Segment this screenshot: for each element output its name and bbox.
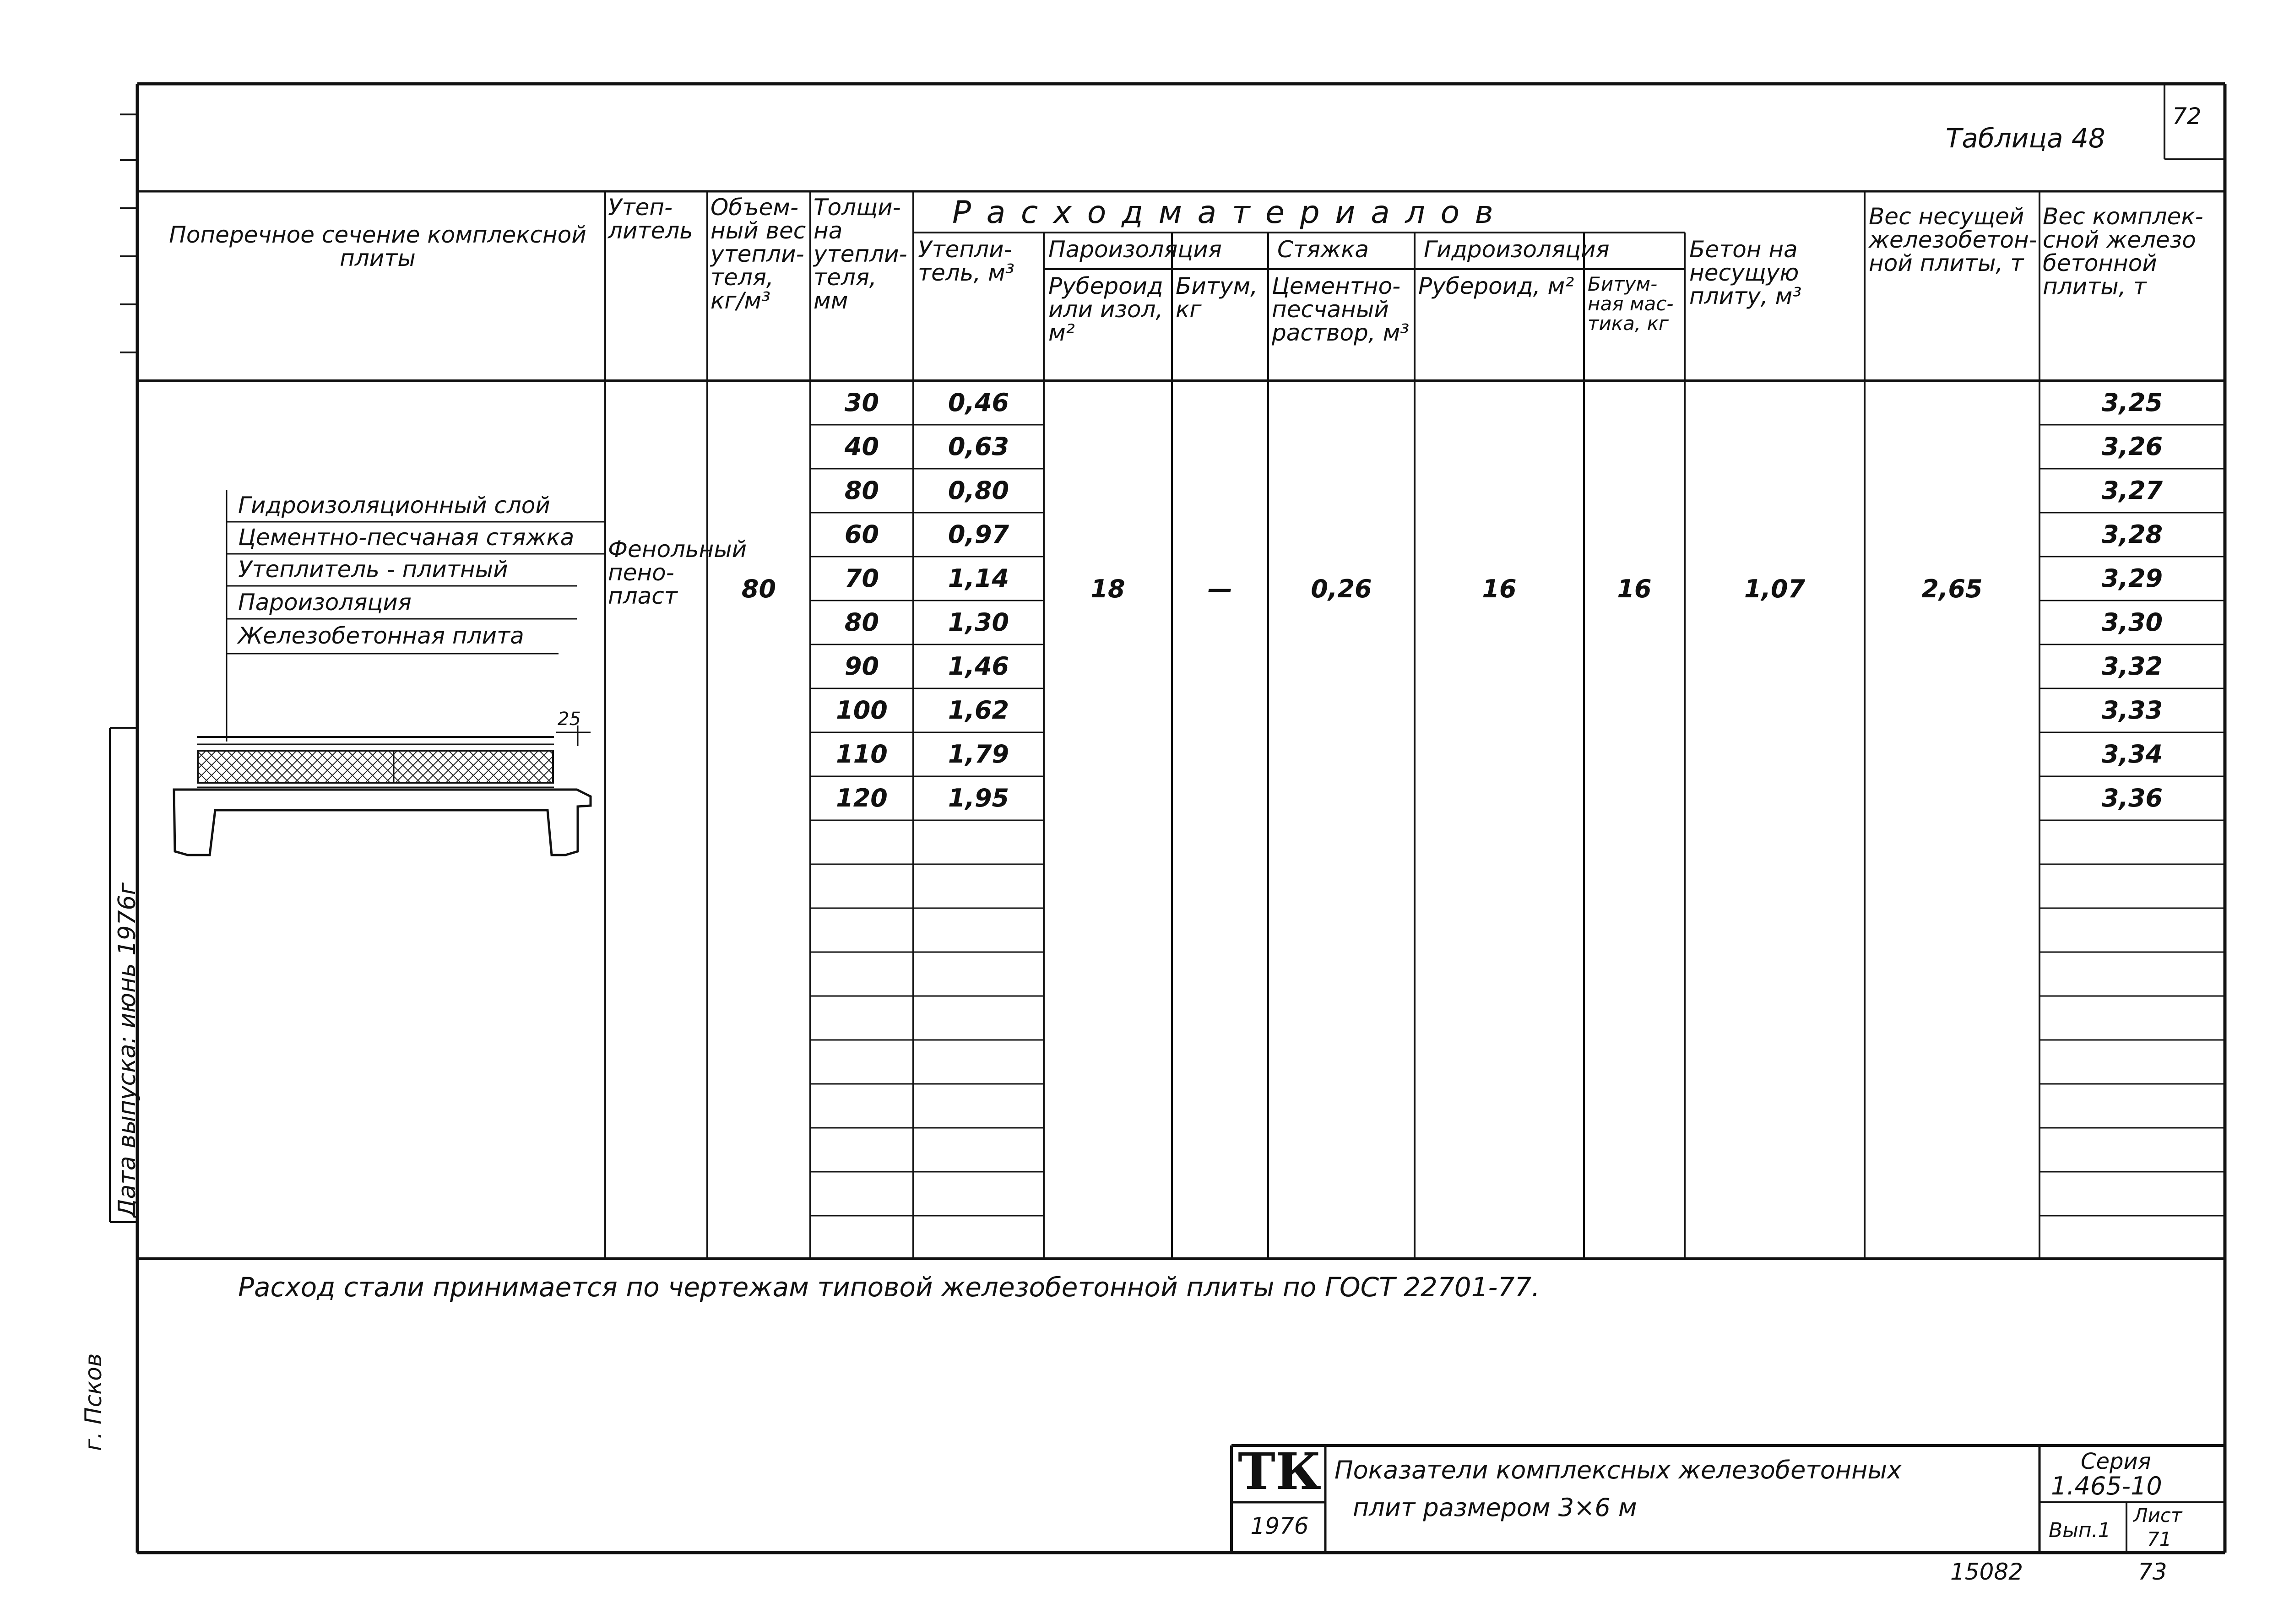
cell-insulation: Фенольный пено-пласт bbox=[608, 536, 747, 609]
cell-complex-weight: 3,27 bbox=[2101, 476, 2163, 505]
cell-hydro-mastic: 16 bbox=[1617, 574, 1652, 603]
layer-label: Пароизоляция bbox=[238, 589, 412, 616]
stamp-sheet-value: 71 bbox=[2147, 1528, 2172, 1550]
cell-insul-volume: 0,97 bbox=[948, 520, 1009, 549]
header-complex-weight: Вес комплек-сной железо бетонной плиты, т bbox=[2043, 203, 2203, 300]
cell-insul-volume: 0,63 bbox=[948, 432, 1009, 461]
layer-label: Утеплитель - плитный bbox=[238, 556, 508, 583]
cell-insul-volume: 1,79 bbox=[948, 740, 1009, 769]
cell-thickness: 80 bbox=[844, 476, 879, 505]
stamp-year: 1976 bbox=[1250, 1513, 1309, 1539]
cell-thickness: 90 bbox=[844, 652, 879, 681]
cell-thickness: 70 bbox=[844, 564, 879, 593]
cell-complex-weight: 3,30 bbox=[2101, 608, 2163, 637]
cell-insul-volume: 0,46 bbox=[948, 388, 1009, 417]
cell-complex-weight: 3,34 bbox=[2101, 740, 2163, 769]
cell-complex-weight: 3,32 bbox=[2101, 652, 2163, 681]
header-concrete: Бетон на несущую плиту, м³ bbox=[1689, 236, 1802, 309]
cell-insul-volume: 0,80 bbox=[948, 476, 1009, 505]
header-volume-weight: Объем-ный вес утепли-теля, кг/м³ bbox=[711, 194, 806, 314]
page-number: 72 bbox=[2172, 103, 2202, 130]
header-materials-group: Р а с х о д м а т е р и а л о в bbox=[952, 195, 1496, 231]
cell-thickness: 40 bbox=[844, 432, 879, 461]
cell-thickness: 100 bbox=[836, 696, 888, 725]
cell-insul-volume: 1,62 bbox=[948, 696, 1009, 725]
table-label: Таблица 48 bbox=[1946, 123, 2105, 154]
stamp-issue: Вып.1 bbox=[2049, 1519, 2111, 1542]
cell-insul-volume: 1,14 bbox=[948, 564, 1009, 593]
cell-insul-volume: 1,46 bbox=[948, 652, 1009, 681]
header-cross-section: Поперечное сечение комплексной плиты bbox=[169, 222, 586, 271]
header-vapor-bitumen: Битум, кг bbox=[1176, 273, 1258, 323]
bottom-page: 73 bbox=[2138, 1559, 2167, 1585]
stamp-sheet-label: Лист bbox=[2133, 1504, 2182, 1527]
header-hydro-ruberoid: Рубероид, м² bbox=[1418, 273, 1574, 299]
cell-thickness: 110 bbox=[836, 740, 888, 769]
header-screed-group: Стяжка bbox=[1277, 236, 1369, 263]
stamp-series-value: 1.465-10 bbox=[2051, 1472, 2162, 1500]
stamp-series-label: Серия bbox=[2081, 1449, 2151, 1474]
stamp-title-line2: плит размером 3×6 м bbox=[1353, 1493, 1637, 1522]
cell-vapor-bitumen: — bbox=[1208, 574, 1232, 603]
cell-bearing-weight: 2,65 bbox=[1921, 574, 1983, 603]
cross-section-drawing bbox=[174, 725, 591, 855]
layer-label: Гидроизоляционный слой bbox=[238, 492, 550, 519]
header-vapor-ruberoid: Рубероид или изол, м² bbox=[1048, 273, 1163, 346]
release-date-stamp: Дата выпуска: июнь 1976г bbox=[114, 882, 141, 1218]
cell-complex-weight: 3,33 bbox=[2101, 696, 2163, 725]
cell-complex-weight: 3,26 bbox=[2101, 432, 2163, 461]
cell-complex-weight: 3,25 bbox=[2101, 388, 2163, 417]
cell-thickness: 30 bbox=[844, 388, 879, 417]
header-bearing-weight: Вес несущей железобетон-ной плиты, т bbox=[1869, 203, 2037, 276]
cell-thickness: 60 bbox=[844, 520, 879, 549]
cell-insul-volume: 1,30 bbox=[948, 608, 1009, 637]
cell-screed-mortar: 0,26 bbox=[1311, 574, 1372, 603]
stamp-tk: ТК bbox=[1238, 1442, 1321, 1501]
cell-complex-weight: 3,28 bbox=[2101, 520, 2163, 549]
cell-hydro-ruberoid: 16 bbox=[1482, 574, 1517, 603]
cell-complex-weight: 3,29 bbox=[2101, 564, 2163, 593]
cell-volume-weight: 80 bbox=[741, 574, 776, 603]
stamp-title-line1: Показатели комплексных железобетонных bbox=[1334, 1456, 1902, 1484]
steel-note: Расход стали принимается по чертежам типовой железобетонной плиты по ГОСТ 22701-77. bbox=[238, 1272, 1540, 1303]
header-thickness: Толщи-на утепли-теля, мм bbox=[814, 194, 907, 314]
city-stamp: г. Псков bbox=[80, 1353, 107, 1451]
header-hydro-group: Гидроизоляция bbox=[1424, 236, 1610, 263]
bottom-code: 15082 bbox=[1950, 1559, 2023, 1585]
header-insul-volume: Утепли-тель, м³ bbox=[918, 236, 1014, 286]
dimension-label: 25 bbox=[558, 709, 581, 730]
cell-thickness: 80 bbox=[844, 608, 879, 637]
layer-label: Цементно-песчаная стяжка bbox=[238, 524, 575, 551]
header-insulation: Утеп-литель bbox=[608, 194, 693, 244]
header-vapor-group: Пароизоляция bbox=[1048, 236, 1222, 263]
cell-thickness: 120 bbox=[836, 784, 888, 812]
cell-complex-weight: 3,36 bbox=[2101, 784, 2163, 812]
cell-vapor-ruberoid: 18 bbox=[1090, 574, 1125, 603]
header-screed-mortar: Цементно-песчаный раствор, м³ bbox=[1272, 273, 1410, 346]
layer-label: Железобетонная плита bbox=[238, 623, 524, 649]
cell-concrete: 1,07 bbox=[1744, 574, 1806, 603]
header-hydro-mastic: Битум-ная мас-тика, кг bbox=[1588, 273, 1674, 335]
cell-insul-volume: 1,95 bbox=[948, 784, 1009, 812]
